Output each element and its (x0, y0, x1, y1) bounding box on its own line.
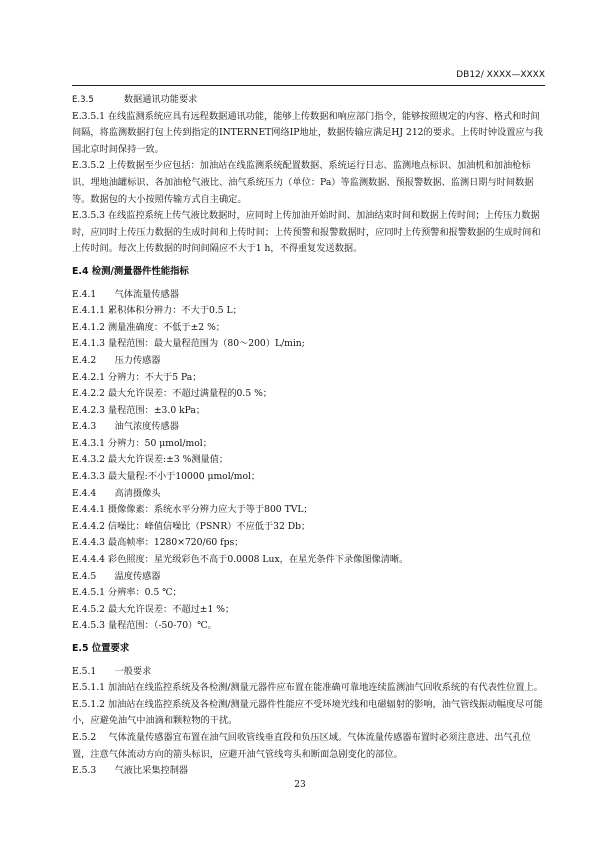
e4-line: E.4.3.3 最大量程:不小于10000 μmol/mol； (72, 471, 261, 483)
paragraph-e352: E.3.5.2 上传数据至少应包括：加油站在线监测系统配置数据、系统运行日志、监测地点标识、加油机和加油枪标识、埋地油罐标识、各加油枪气液比、油气系统压力（单位：Pa）等监测数据、预报警数据、监测日期与时间数据等。数据包的大小按照传输方式自主确定。 (72, 160, 534, 205)
section-e4-heading: E.4 检测/测量器件性能指标 (72, 265, 189, 277)
page-number: 23 (294, 780, 306, 790)
header-rule (72, 85, 545, 86)
e4-line: E.4.1.2 测量准确度：不低于±2 %； (72, 321, 225, 333)
paragraph-e511: E.5.1.1 加油站在线监控系统及各检测/测量元器件应布置在能准确可靠地连续监测油气回收系统的有代表性位置上。 (72, 682, 543, 694)
e4-line: E.4.4 高清摄像头 (72, 487, 161, 499)
section-e35-title-text: 数据通讯功能要求 (123, 94, 198, 105)
document-body (72, 92, 546, 780)
paragraph-e351: E.3.5.1 在线监测系统应具有远程数据通讯功能，能够上传数据和响应部门指令，能够按照规定的内容、格式和时间间隔，将监测数据打包上传到指定的INTERNET网络IP地址，数据传输应满足HJ 212的要求。上传时钟设置应与我国北京时间保持一致。 (72, 110, 543, 155)
e4-line: E.4.4.3 最高帧率：1280×720/60 fps； (72, 537, 244, 549)
e4-line: E.4.2 压力传感器 (72, 354, 161, 366)
e4-line: E.4.4.4 彩色照度：星光级彩色不高于0.0008 Lux，在星光条件下录像图像清晰。 (72, 554, 409, 566)
section-e5-heading: E.5 位置要求 (72, 643, 130, 654)
e4-line: E.4.5 温度传感器 (72, 570, 161, 582)
e4-line: E.4.5.2 最大允许误差：不超过±1 %； (72, 603, 235, 615)
e4-line: E.4.3 油气浓度传感器 (72, 421, 179, 433)
section-e35-title (72, 92, 546, 109)
e4-line: E.4.2.2 最大允许误差：不超过满量程的0.5 %； (72, 388, 272, 400)
paragraph-e52: E.5.2 气体流量传感器宜布置在油气回收管线垂直段和负压区域。气体流量传感器布置时必须注意进、出气孔位置，注意气体流动方向的箭头标识，应避开油气管线弯头和断面急剧变化的部位。 (72, 731, 531, 760)
section-e35-number: E.3.5 (72, 95, 94, 105)
paragraph-e353: E.3.5.3 在线监控系统上传气液比数据时，应同时上传加油开始时间、加油结束时间和数据上传时间；上传压力数据时，应同时上传压力数据的生成时间和上传时间；上传预警和报警数据时，应同时上传预警和报警数据的生成时间和上传时间。每次上传数据的时间间隔应不大于1 h，不得重复发送数据。 (72, 210, 541, 255)
e4-line: E.4.2.3 量程范围：±3.0 kPa； (72, 404, 206, 416)
e4-line: E.4.4.2 信噪比：峰值信噪比（PSNR）不应低于32 Db； (72, 520, 311, 532)
e4-line: E.4.3.2 最大允许误差:±3 %测量值； (72, 454, 229, 466)
paragraph-e512: E.5.1.2 加油站在线监控系统及各检测/测量元器件性能应不受环境光线和电磁辐射的影响，油气管线振动幅度尽可能小，应避免油气中油滴和颗粒物的干扰。 (72, 698, 543, 727)
e4-line: E.4.1.1 累积体积分辨力：不大于0.5 L； (72, 305, 242, 317)
e5-subheading-general: E.5.1 一般要求 (72, 665, 152, 677)
e4-line: E.4.1 气体流量传感器 (72, 288, 179, 300)
e4-line: E.4.4.1 摄像像素：系统水平分辨力应大于等于800 TVL； (72, 504, 313, 516)
document-code: DB12/ XXXX—XXXX (456, 70, 545, 80)
e4-line: E.4.1.3 量程范围：最大量程范围为（80～200）L/min; (72, 338, 305, 350)
e4-line: E.4.3.1 分辨力：50 μmol/mol； (72, 437, 212, 449)
e4-line: E.4.5.1 分辨率：0.5 ℃； (72, 587, 182, 599)
e5-subheading-controller: E.5.3 气液比采集控制器 (72, 765, 189, 777)
e4-line: E.4.2.1 分辨力：不大于5 Pa； (72, 371, 202, 383)
e4-line: E.4.5.3 量程范围：（-50-70）℃。 (72, 620, 217, 632)
